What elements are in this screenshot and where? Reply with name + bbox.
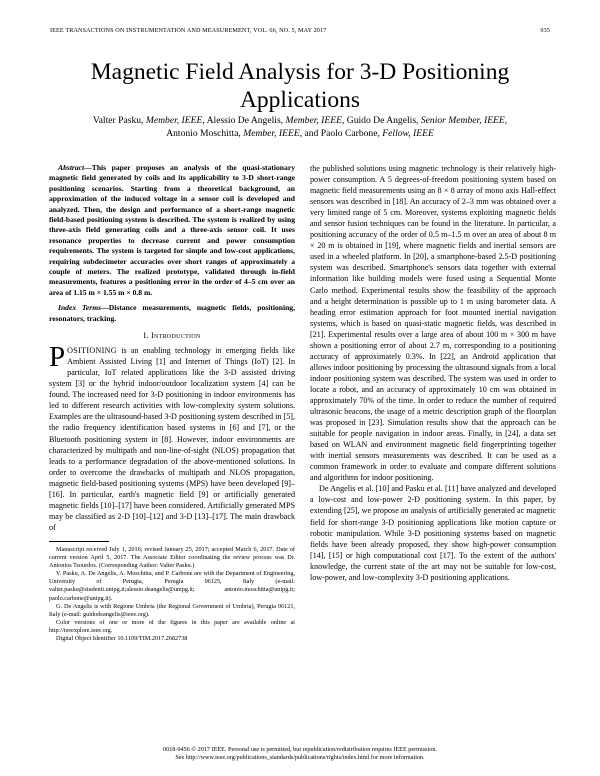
- footnote-rule: [49, 541, 109, 542]
- footnote-affiliation-2: G. De Angelis is with Regione Umbria (the Regional Government of Umbria), Perugia 06121, Italy (e-mail: guidodeangelis@ieee.org).: [49, 602, 295, 618]
- footnote-affiliation-1: V. Pasku, A. De Angelis, A. Moschitta, and P. Carbone are with the Department of Engineering, University of Perugia, Perugia 06125, Italy (e-mail: valter.pasku@studenti.unipg.it;alessio.deangelis@unipg.it; antonio.moschitta@unipg.it; paolo.carbone@unipg.it).: [49, 570, 295, 602]
- page-number: 935: [540, 27, 550, 34]
- drop-cap: P: [49, 341, 66, 374]
- introduction: [49, 341, 295, 533]
- journal-name: IEEE TRANSACTIONS ON INSTRUMENTATION AND MEASUREMENT, VOL. 66, NO. 5, MAY 2017: [50, 27, 327, 34]
- intro-paragraph: POSITIONING is an enabling technology in emerging fields like Ambient Assisted Living [1] and Internet of Things (IoT) [2]. In particular, IoT related applications like the 3-D assisted driving system [3] or the hybrid indoor/outdoor localization system [4] can be found. The increased need for 3-D positioning in indoor environments has led to different research activities with low-complexity system solutions. Examples are the ultrasound-based 3-D positioning system described in [5], the radio frequency identification based systems in [6] and [7], or the Bluetooth positioning system in [8]. However, indoor environments are characterized by multipath and non-line-of-sight (NLOS) propagation that leads to a performance degradation of the above-mentioned solutions. In order to overcome the drawbacks of multipath and NLOS propagation, magnetic field-based positioning systems (MPS) have been developed [9]–[16]. In particular, earth's magnetic field [9] or artificially generated magnetic fields [10]–[17] have been considered. Artificially generated MPS may be classified as 2-D [10]–[12] and 3-D [13]–[17]. The main drawback of: [49, 341, 295, 532]
- footnote-doi: Digital Object Identifier 10.1109/TIM.2017.2682738: [56, 634, 188, 642]
- author-line-2: Antonio Moschitta, Member, IEEE, and Paolo Carbone, Fellow, IEEE: [166, 128, 434, 140]
- left-column: [49, 163, 295, 643]
- abstract-label: Abstract: [58, 163, 85, 172]
- index-terms-label: Index Terms: [58, 303, 102, 313]
- body-paragraph-2: De Angelis et al. [10] and Pasku et al. [11] have analyzed and developed a low-cost and low-power 2-D positioning system. In this paper, by extending [25], we propose an analysis of artificially generated ac magnetic field for short-range 3-D positioning applications like motion capture or robotic manipulation. While 3-D positioning systems based on magnetic fields have been already proposed, they show high-power consumption [14], [15] or high computational cost [17]. To the extent of the authors' knowledge, the current state of the art may not be suitable for low-cost, low-power, and low-complexity 3-D positioning applications.: [310, 484, 556, 582]
- index-terms-text: —Distance measurements, magnetic fields, positioning, resonators, tracking.: [49, 303, 296, 323]
- paper-title: Magnetic Field Analysis for 3-D Positioning Applications: [90, 59, 510, 113]
- author-list: [60, 114, 540, 141]
- footnotes: [49, 546, 295, 643]
- index-terms: [49, 303, 295, 324]
- author-line-1: Valter Pasku, Member, IEEE, Alessio De Angelis, Member, IEEE, Guido De Angelis, Senior Member, IEEE,: [92, 115, 508, 126]
- footnote-color: Color versions of one or more of the figures in this paper are available online at http://ieeexplore.ieee.org.: [49, 618, 295, 634]
- abstract-text: —This paper proposes an analysis of the quasi-stationary magnetic field generated by coils and its applicability to 3-D short-range positioning scenarios. Starting from a theoretical background, an approximation of the induced voltage in a sensor coil is developed and analyzed. Then, the design and performance of a short-range magnetic field-based positioning system is described. The system is realized by using three-axis field generating coils and a three-axis sensor coil. It uses resonance properties to decrease current and power consumption requirements. The system is targeted for simple and low-cost applications, requiring subdecimeter accuracies over short ranges of approximately a couple of meters. The realized prototype, validated through in-field measurements, features a positioning error in the order of 4–5 cm over an area of 1.15 m × 1.55 m × 0.8 m.: [49, 163, 295, 297]
- right-column: [310, 163, 556, 583]
- running-header: [50, 27, 550, 37]
- abstract: [49, 163, 295, 298]
- copyright-notice: [50, 746, 550, 763]
- lead-word: OSITIONING: [67, 346, 117, 356]
- body-paragraph-1: the published solutions using magnetic technology is their relatively high-power consumption. A 5 degrees-of-freedom positioning system based on magnetic field measurements using an 8 × 8 array of mono axis Hall-effect sensors was described in [18]. An accuracy of 2–3 mm was obtained over a very limited range of 5 cm. Moreover, systems exploiting magnetic fields and sensor fusion techniques can be found in the literature. In particular, a positioning accuracy of the order of 0.5 m–1.5 m over an area of about 8 m × 20 m is obtained in [19], where magnetic fields and inertial sensors are used in a wheeled platform. In [20], a smartphone-based 2.5-D positioning system was described. Smartphone's sensors data together with external information like building models were fused using a Sequential Monte Carlo method. Experimental results show the feasibility of the approach and a height determination is possible up to 1 m using barometer data. A heading error estimation approach for foot mounted inertial navigation systems, which is based on quasi-static magnetic fields, was described in [21]. Experimental results over a large area of about 100 m × 300 m have shown a positioning error of about 2.7 m, corresponding to a positioning accuracy of approximately 0.3%. In [22], an Android application that allows indoor positioning by processing the ultrasound signals from a local indoor positioning system was described. The system was used in order to locate a robot, and an accuracy of approximately 10 cm was obtained in approximately 70% of the time. In order to reduce the number of required ultrasonic beacons, the usage of a metric description graph of the floorplan was proposed in [23]. Simulation results show that the approach can be suitable for people navigation in indoor areas. Finally, in [24], a data set based on WLAN and environment magnetic field fingerprinting together with inertial sensors measurements was described. It can be used as a common framework in order to evaluate and compare different solutions and algorithms for indoor positioning.: [310, 164, 556, 483]
- footnote-manuscript: Manuscript received July 1, 2016; revised January 25, 2017; accepted March 6, 2017. Date of current version April 5, 2017. The Associate Editor coordinating the review process was Dr. Antonios Tsourdos. (Corresponding Author: Valter Pasku.): [49, 545, 295, 570]
- section-heading: I. Introduction: [143, 331, 201, 341]
- copyright-line-2: See http://www.ieee.org/publications_standards/publications/rights/index.html for more information.: [175, 754, 425, 762]
- copyright-line-1: 0018-9456 © 2017 IEEE. Personal use is permitted, but republication/redistribution requires IEEE permission.: [163, 746, 437, 753]
